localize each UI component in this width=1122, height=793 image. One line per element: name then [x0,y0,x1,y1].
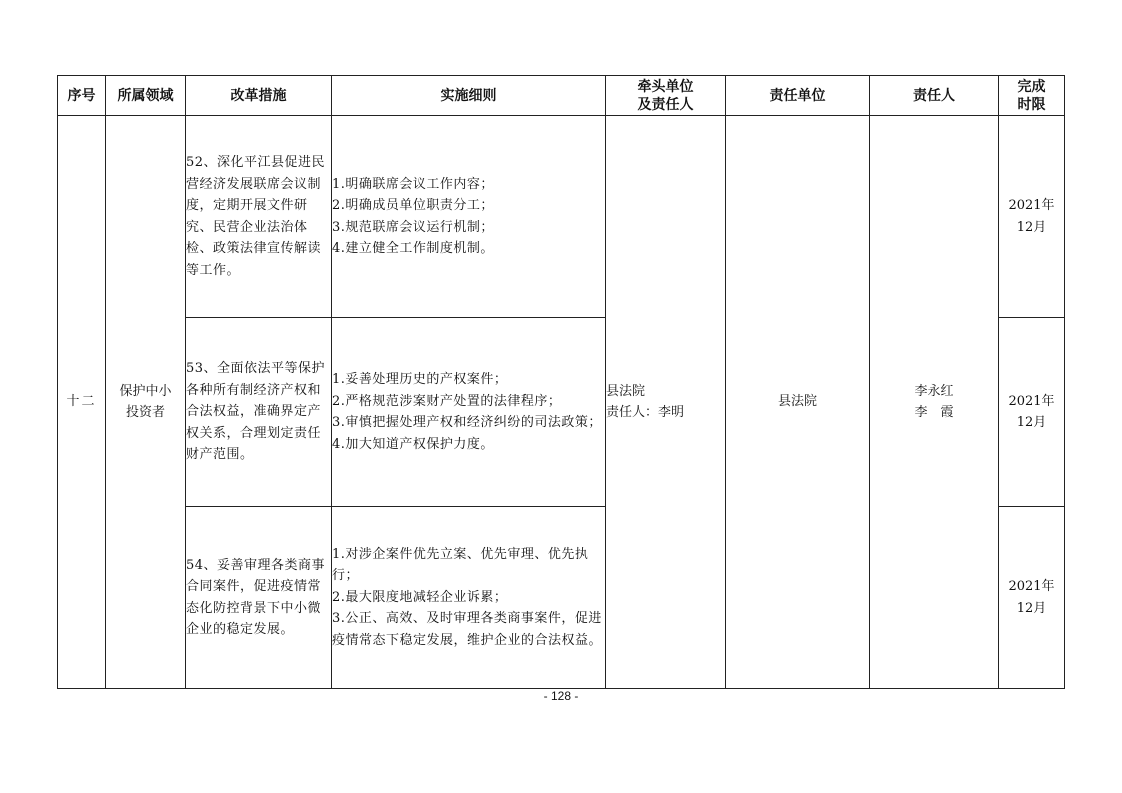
details-cell [332,318,606,507]
header-seq: 序号 [58,76,106,116]
detail-item: 3.审慎把握处理产权和经济纠纷的司法政策； [332,415,602,430]
detail-item: 1.妥善处理历史的产权案件； [332,372,508,387]
group-lead: 县法院 责任人：李明 [606,116,726,689]
header-unit: 责任单位 [726,76,870,116]
header-row [58,76,1065,116]
page-number: - 128 - [543,689,579,703]
header-lead: 牵头单位 及责任人 [606,76,726,116]
header-details: 实施细则 [332,76,606,116]
deadline-cell: 2021年 12月 [999,507,1065,689]
header-person: 责任人 [870,76,999,116]
detail-item: 4.建立健全工作制度机制。 [332,241,494,256]
details-cell [332,116,606,318]
measure-cell: 52、深化平江县促进民营经济发展联席会议制度，定期开展文件研究、民营企业法治体检、政策法律宣传解读等工作。 [186,116,332,318]
details-cell [332,507,606,689]
header-deadline: 完成 时限 [999,76,1065,116]
detail-item: 3.规范联席会议运行机制； [332,219,494,235]
detail-item: 4.加大知道产权保护力度。 [332,436,494,452]
measure-cell: 53、全面依法平等保护各种所有制经济产权和合法权益，准确界定产权关系，合理划定责任财产范围。 [186,318,332,507]
group-seq: 十二 [58,116,106,689]
header-domain: 所属领域 [106,76,186,116]
table-row [58,116,1065,318]
detail-item: 1.对涉企案件优先立案、优先审理、优先执行； [332,546,589,584]
detail-item: 3.公正、高效、及时审理各类商事案件，促进疫情常态下稳定发展，维护企业的合法权益。 [332,611,603,648]
deadline-cell: 2021年 12月 [999,116,1065,318]
reform-measures-table [57,75,1065,689]
measure-cell: 54、妥善审理各类商事合同案件，促进疫情常态化防控背景下中小微企业的稳定发展。 [186,507,332,689]
detail-item: 2.明确成员单位职责分工； [332,198,494,213]
group-unit: 县法院 [726,116,870,689]
group-domain: 保护中小 投资者 [106,116,186,689]
detail-item: 1.明确联席会议工作内容； [332,176,494,192]
header-measure: 改革措施 [186,76,332,116]
detail-item: 2.严格规范涉案财产处置的法律程序； [332,393,562,409]
group-persons: 李永红 李 霞 [870,116,999,689]
deadline-cell: 2021年 12月 [999,318,1065,507]
detail-item: 2.最大限度地减轻企业诉累； [332,589,508,605]
